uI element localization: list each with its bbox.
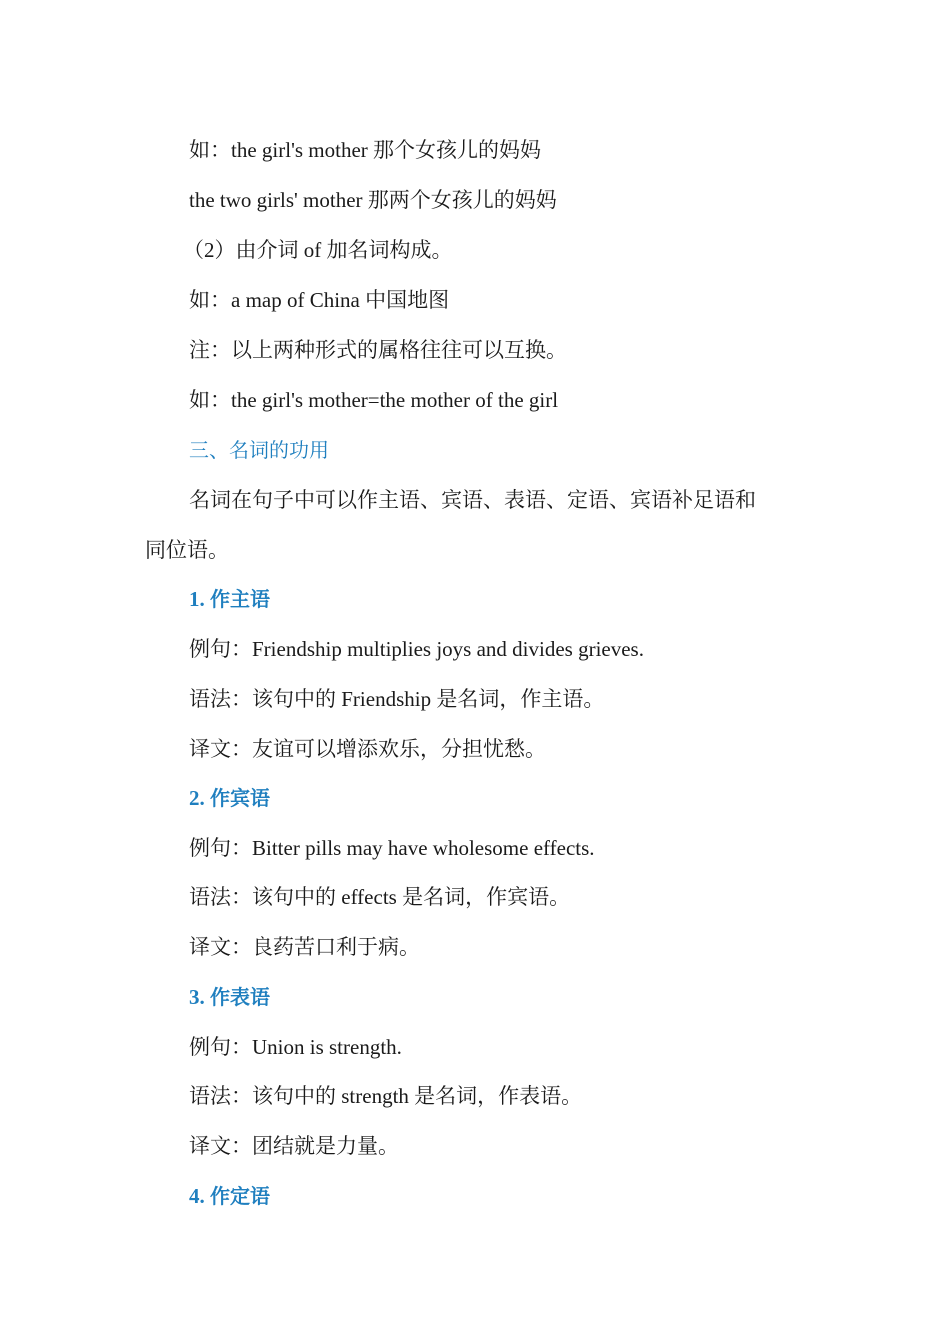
subheading-object xyxy=(189,783,270,813)
subheading-number: 1. xyxy=(189,587,205,611)
subheading-title: 作表语 xyxy=(210,985,270,1009)
subheading-title: 作宾语 xyxy=(210,786,270,810)
example-line-map-of-china: 如：a map of China 中国地图 xyxy=(189,288,450,312)
grammar-note: 语法：该句中的 Friendship 是名词，作主语。 xyxy=(189,687,605,711)
subheading-attributive xyxy=(189,1181,270,1211)
translation: 译文：友谊可以增添欢乐，分担忧愁。 xyxy=(189,737,546,761)
example-sentence: 例句：Union is strength. xyxy=(189,1035,402,1059)
subheading-number: 3. xyxy=(189,985,205,1009)
note-line: 注：以上两种形式的属格往往可以互换。 xyxy=(189,338,567,362)
section-intro-line2: 同位语。 xyxy=(145,538,229,562)
subheading-predicative xyxy=(189,982,270,1012)
subheading-subject xyxy=(189,584,270,614)
grammar-note: 语法：该句中的 effects 是名词，作宾语。 xyxy=(189,885,571,909)
example-line-girls-mother: 如：the girl's mother 那个女孩儿的妈妈 xyxy=(189,138,542,162)
grammar-note: 语法：该句中的 strength 是名词，作表语。 xyxy=(189,1084,583,1108)
section-heading-noun-functions: 三、名词的功用 xyxy=(189,438,329,462)
subheading-title: 作定语 xyxy=(210,1184,270,1208)
example-sentence: 例句：Friendship multiplies joys and divides grieves. xyxy=(189,637,644,661)
rule-of-phrase: （2）由介词 of 加名词构成。 xyxy=(183,238,453,262)
example-line-interchange: 如：the girl's mother=the mother of the girl xyxy=(189,388,559,412)
example-line-two-girls-mother: the two girls' mother 那两个女孩儿的妈妈 xyxy=(189,188,557,212)
subheading-title: 作主语 xyxy=(210,587,270,611)
subheading-number: 2. xyxy=(189,786,205,810)
example-sentence: 例句：Bitter pills may have wholesome effects. xyxy=(189,836,595,860)
section-intro-line1: 名词在句子中可以作主语、宾语、表语、定语、宾语补足语和 xyxy=(189,488,756,512)
translation: 译文：团结就是力量。 xyxy=(189,1134,399,1158)
subheading-number: 4. xyxy=(189,1184,205,1208)
translation: 译文：良药苦口利于病。 xyxy=(189,935,420,959)
